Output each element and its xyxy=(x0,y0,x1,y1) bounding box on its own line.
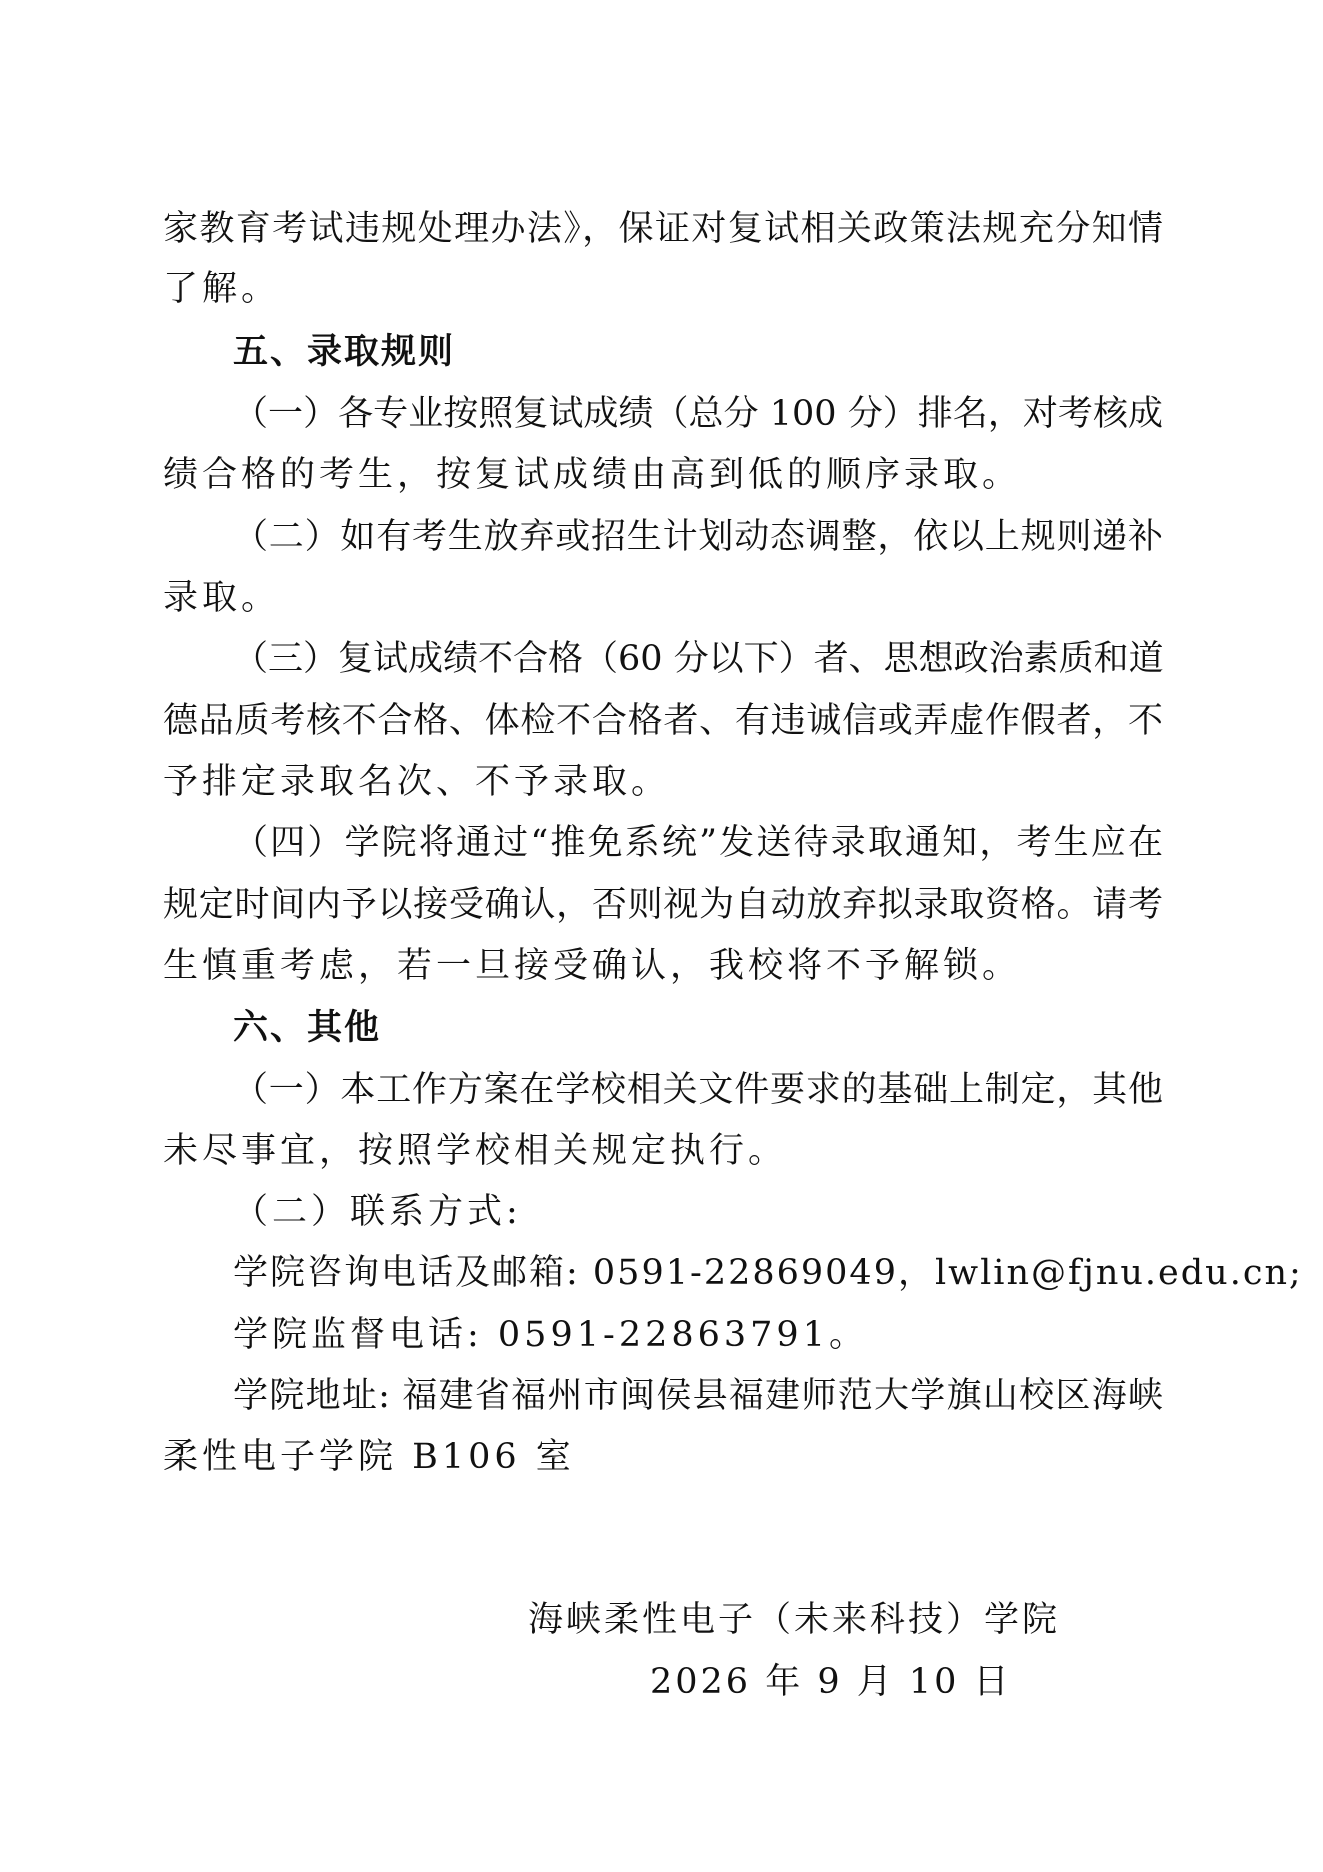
paragraph-line: 录取。 xyxy=(163,578,281,618)
paragraph-line: 予排定录取名次、不予录取。 xyxy=(163,762,671,802)
paragraph-line: 绩合格的考生，按复试成绩由高到低的顺序录取。 xyxy=(163,455,1022,495)
paragraph-line: （一）各专业按照复试成绩（总分 100 分）排名，对考核成 xyxy=(233,394,1163,434)
paragraph-line: 德品质考核不合格、体检不合格者、有违诚信或弄虚作假者，不 xyxy=(163,701,1163,741)
paragraph-line: 了解。 xyxy=(163,269,281,309)
contact-address: 学院地址: 福建省福州市闽侯县福建师范大学旗山校区海峡 xyxy=(233,1376,1163,1416)
contact-address: 柔性电子学院 B106 室 xyxy=(163,1437,575,1477)
paragraph-line: 未尽事宜，按照学校相关规定执行。 xyxy=(163,1131,788,1171)
paragraph-line: （二）如有考生放弃或招生计划动态调整，依以上规则递补 xyxy=(233,517,1163,557)
paragraph-line: 生慎重考虑，若一旦接受确认，我校将不予解锁。 xyxy=(163,946,1022,986)
paragraph-line: （三）复试成绩不合格（60 分以下）者、思想政治素质和道 xyxy=(233,639,1164,679)
signature-organization: 海峡柔性电子（未来科技）学院 xyxy=(528,1600,1061,1640)
contact-phone-email: 学院咨询电话及邮箱: 0591-22869049，lwlin@fjnu.edu.cn; xyxy=(233,1253,1303,1293)
paragraph-line: （一）本工作方案在学校相关文件要求的基础上制定，其他 xyxy=(233,1070,1163,1110)
paragraph-line: 规定时间内予以接受确认，否则视为自动放弃拟录取资格。请考 xyxy=(163,885,1163,925)
paragraph-line: 家教育考试违规处理办法》，保证对复试相关政策法规充分知情 xyxy=(163,209,1163,249)
contact-supervision-phone: 学院监督电话: 0591-22863791。 xyxy=(233,1315,868,1355)
paragraph-line: （二）联系方式: xyxy=(233,1192,522,1232)
section-heading-6: 六、其他 xyxy=(233,1008,382,1048)
section-heading-5: 五、录取规则 xyxy=(233,332,456,372)
signature-date: 2026 年 9 月 10 日 xyxy=(650,1662,1012,1702)
paragraph-line: （四）学院将通过“推免系统”发送待录取通知，考生应在 xyxy=(233,823,1163,863)
